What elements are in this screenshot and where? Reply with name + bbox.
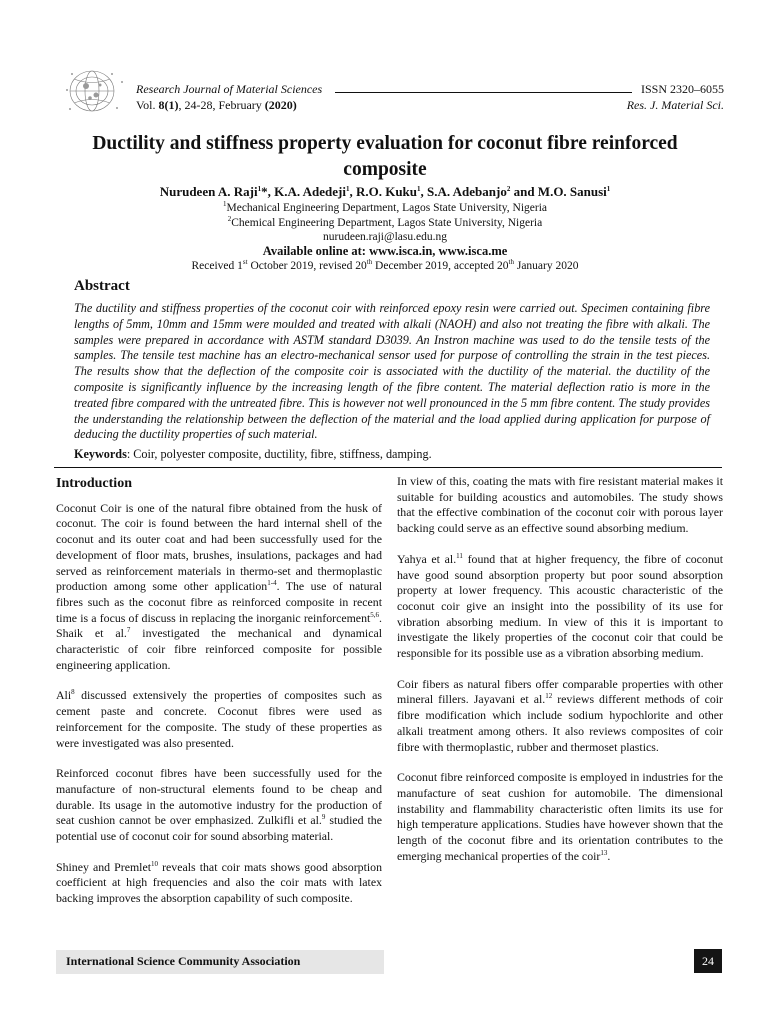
author-2: *, K.A. Adedeji — [261, 184, 346, 199]
author-3-sup: 1 — [417, 185, 421, 193]
volume-number: 8(1) — [158, 98, 179, 112]
journal-name: Research Journal of Material Sciences — [136, 82, 323, 96]
affiliation-1 — [60, 201, 710, 216]
intro-paragraph-2 — [56, 688, 382, 751]
volume-prefix: Vol. — [136, 98, 159, 112]
affiliation-1-sup: 1 — [222, 200, 227, 208]
affiliation-2-text: Chemical Engineering Department, Lagos State University, Nigeria — [231, 216, 543, 229]
right-p3-text-b: reviews different methods of coir fibre modification which include sodium hypochlorite and other alkali treatment among others. It also reviews composites of coir fibre with thermoplastic, rubber and thermoset plastics. — [397, 692, 723, 754]
received-part-1: Received 1 — [191, 260, 243, 272]
citation-sup: 10 — [151, 859, 159, 868]
received-dates — [60, 259, 710, 274]
issn: ISSN 2320–6055 — [640, 82, 724, 96]
affiliation-1-text: Mechanical Engineering Department, Lagos State University, Nigeria — [226, 202, 547, 214]
author-4: , S.A. Adebanjo — [420, 184, 507, 199]
footer-association: International Science Community Association — [66, 954, 301, 968]
right-p4-text-b: . — [607, 848, 611, 863]
right-paragraph-2 — [397, 552, 723, 662]
author-3: , R.O. Kuku — [349, 184, 418, 199]
volume-pages: , 24-28, February — [178, 98, 265, 112]
journal-logo-icon — [62, 66, 136, 116]
right-column — [397, 474, 723, 879]
intro-p2-text-b: discussed extensively the properties of composites such as cement paste and concrete. Coconut fibres were used as reinforcement for the composite. The study of these properties as were investigated was also presented. — [56, 688, 382, 750]
received-sup-3: th — [508, 258, 514, 266]
keywords-text: : Coir, polyester composite, ductility, fibre, stiffness, damping. — [126, 447, 432, 461]
citation-sup: 11 — [456, 551, 463, 560]
citation-sup: 8 — [71, 688, 75, 697]
right-paragraph-1: In view of this, coating the mats with fire resistant material makes it suitable for building acoustics and automobiles. The study shows that the effective combination of the coconut coir with porous layer backing could serve as an effective sound absorbing medium. — [397, 474, 723, 536]
volume-year: (2020) — [264, 98, 297, 112]
intro-p1-text-a: Coconut Coir is one of the natural fibre obtained from the husk of coconut. The coir is found between the hard internal shell of the coconut and its outer coat and had been successfully used for the development of floor mats, brushes, insulations, packages and had served as reinforcement materials in thermo-set and thermoplastic production among some other application — [56, 500, 382, 594]
right-p4-text-a: Coconut fibre reinforced composite is employed in industries for the manufacture of seat cushion for automobile. The dimensional instability and flammability characteristic often limits its use for high temperature applications. Studies have however shown that the length of the coconut fibre and its orientation contributes to the emerging mechanical properties of the coir — [397, 770, 723, 863]
author-4-sup: 2 — [506, 185, 511, 193]
received-part-4: January 2020 — [513, 260, 579, 272]
journal-header-right — [627, 81, 724, 113]
abstract-heading: Abstract — [74, 278, 130, 294]
intro-paragraph-1 — [56, 501, 382, 674]
keywords — [74, 446, 432, 462]
intro-p2-text-a: Ali — [56, 688, 72, 703]
intro-p4-text-b: reveals that coir mats shows good absorption coefficient at high frequencies and also the coir mats with latex backing improves the absorption capability of such composite. — [56, 859, 382, 906]
author-5-sup: 1 — [606, 185, 611, 193]
citation-sup: 9 — [321, 813, 326, 822]
received-sup-1: st — [242, 258, 248, 266]
introduction-heading: Introduction — [56, 476, 132, 491]
intro-p4-text-a: Shiney and Premlet — [56, 859, 152, 874]
right-p3-text-a: Coir fibers as natural fibers offer comparable properties with other mineral fillers. Jayavani et al. — [397, 676, 723, 707]
left-column — [56, 474, 382, 922]
intro-p3-text-b: studied the potential use of coconut coir for sound absorbing material. — [56, 813, 382, 844]
intro-paragraph-3 — [56, 766, 382, 845]
page-number: 24 — [694, 949, 722, 973]
citation-sup: 12 — [545, 692, 553, 701]
citation-sup: 7 — [126, 626, 131, 635]
right-paragraph-3 — [397, 677, 723, 756]
citation-sup: 13 — [600, 848, 608, 857]
volume-info — [136, 97, 322, 113]
received-sup-2: th — [366, 258, 373, 266]
right-p2-text-a: Yahya et al. — [397, 551, 457, 566]
affiliation-2-sup: 2 — [227, 214, 232, 223]
author-list — [60, 183, 710, 201]
header-rule — [335, 92, 632, 93]
intro-p1-text-c: . Shaik et al. — [56, 610, 382, 641]
right-p2-text-b: found that at higher frequency, the fibre of coconut have good sound absorption property but poor sound absorption property at lower frequency. This acoustic characteristic of the coconut coir give an insight into the possibility of its use for vibration absorbing medium. In view of this it is important to investigate the likely properties of the coconut coir that could be responsible for its possible use as a vibration absorbing medium. — [397, 551, 723, 661]
citation-sup: 1-4 — [267, 579, 277, 588]
availability-line[interactable]: Available online at: www.isca.in, www.isca.me — [262, 244, 508, 258]
affiliations — [60, 201, 710, 245]
received-part-2: October 2019, revised 20 — [247, 260, 367, 272]
received-part-3: December 2019, accepted 20 — [372, 260, 509, 272]
author-2-sup: 1 — [345, 185, 350, 193]
intro-paragraph-4 — [56, 860, 382, 907]
author-1-sup: 1 — [257, 185, 262, 193]
affiliation-2 — [60, 216, 710, 231]
citation-sup: 5,6 — [370, 610, 380, 619]
intro-p1-text-d: investigated the mechanical and dynamical characteristic of coir fibre reinforced composite for possible engineering application. — [56, 626, 382, 672]
corresponding-email[interactable]: nurudeen.raji@lasu.edu.ng — [323, 231, 447, 243]
journal-header-left — [136, 81, 322, 113]
author-1: Nurudeen A. Raji — [159, 184, 258, 199]
intro-p1-text-b: . The use of natural fibres such as the coconut fibre as reinforced composite in recent time is a focus of discuss in replacing the inorganic reinforcement — [56, 579, 382, 625]
journal-abbreviation: Res. J. Material Sci. — [626, 98, 724, 112]
abstract-text: The ductility and stiffness properties of the coconut coir with reinforced epoxy resin were carried out. Specimen containing fibre lengths of 5mm, 10mm and 15mm were moulded and treated with alkali (NAOH) and also not treating the fibre with alkali. The samples were prepared in accordance with ASTM standard D3039. An Instron machine was used to do the tensile tests of the samples. The tensile test machine has an electro-mechanical sensor used for purpose of controlling the strain in the test pieces. The results show that the deflection of the composite coir is associated with the ductility of the material. the ductility of the composite is significantly influence by the increasing length of the fibre content. The material deflection ratio is more in the treated fibre compared with the untreated fibre. This is however not well pronounced in the 5 mm fibre content. The study provides the understanding the relationship between the deflection of the material and the load applied during application for purpose of deducing the ductility properties of such material. — [74, 301, 710, 442]
intro-p3-text-a: Reinforced coconut fibres have been successfully used for the manufacture of non-structural elements found to be cheap and durable. Its usage in the automotive industry for the production of seat cushion cannot be over emphasized. Zulkifli et al. — [56, 766, 382, 828]
paper-title: Ductility and stiffness property evaluation for coconut fibre reinforced composite — [92, 133, 678, 180]
right-paragraph-4 — [397, 770, 723, 864]
author-5: and M.O. Sanusi — [510, 184, 607, 199]
section-divider — [54, 467, 722, 468]
keywords-label: Keywords — [74, 447, 127, 461]
